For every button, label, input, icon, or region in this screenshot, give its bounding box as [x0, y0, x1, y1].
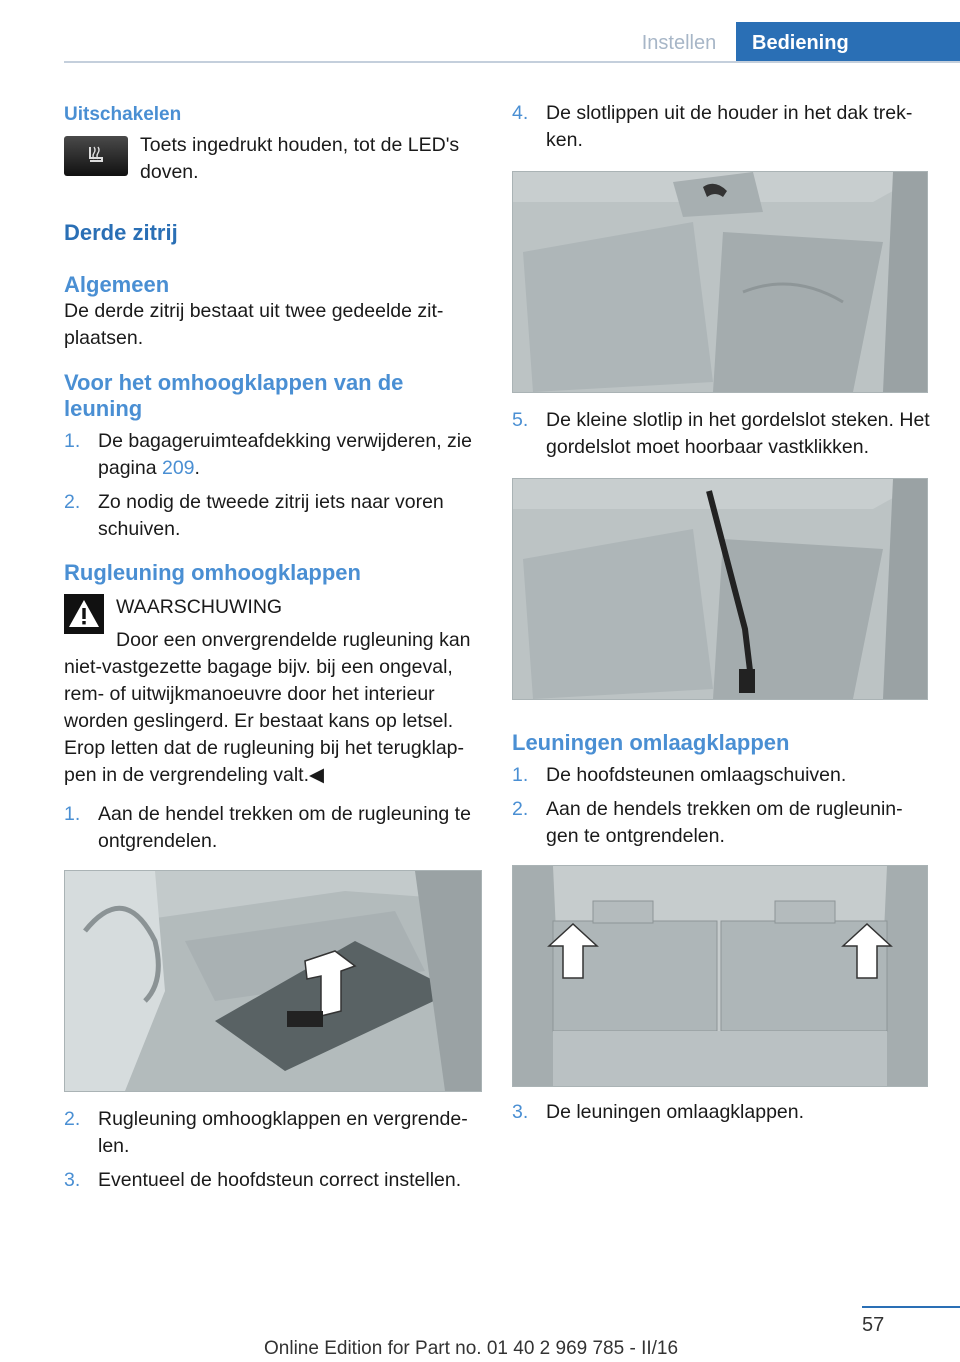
list-item	[512, 407, 932, 461]
step-number: 4.	[512, 102, 529, 124]
uitschakelen-heading: Uitschakelen	[64, 104, 182, 125]
step-number: 1.	[64, 430, 81, 452]
omhoog-heading: Voor het omhoogklappen van de leuning	[64, 370, 404, 421]
warning-icon	[64, 594, 104, 654]
page-link[interactable]: 209	[161, 457, 195, 479]
page-number: 57	[862, 1314, 885, 1336]
warning-text: niet-vastgezette bagage bijv. bij een ongeval, rem- of uitwijkmanoeuvre door het interieur worden geslingerd. Er bestaat kans op letsel. Erop letten dat de rugleuning bij het terugklap‐pen in de vergrendeling valt.◀	[64, 656, 465, 786]
algemeen-heading: Algemeen	[64, 272, 170, 297]
algemeen-text: De derde zitrij bestaat uit twee gedeelde zit‐plaatsen.	[64, 300, 444, 349]
list-item	[512, 100, 932, 154]
step-text: De kleine slotlip in het gordelslot steken. Het gordelslot moet hoorbaar vastklikken.	[546, 409, 930, 458]
tab-bediening[interactable]: Bediening	[736, 22, 960, 63]
step-number: 2.	[64, 491, 81, 513]
step-number: 1.	[64, 803, 81, 825]
step-number: 3.	[512, 1101, 529, 1123]
omlaag-heading: Leuningen omlaagklappen	[512, 730, 790, 755]
warning-block	[64, 594, 482, 654]
step-text: De slotlippen uit de houder in het dak trek‐ken.	[546, 102, 913, 151]
warning-text-first: Door een onvergrendelde rugleuning kan	[116, 629, 471, 651]
step-text: De hoofdsteunen omlaagschuiven.	[546, 764, 847, 786]
step5-list	[512, 407, 932, 461]
tab-instellen[interactable]: Instellen	[641, 32, 717, 54]
step-text: Eventueel de hoofdsteun correct instellen.	[98, 1169, 462, 1191]
step-number: 3.	[64, 1169, 81, 1191]
footer-rule	[862, 1306, 960, 1308]
list-item	[512, 1099, 932, 1126]
section-title: Derde zitrij	[64, 220, 178, 245]
step3-list	[512, 1099, 932, 1126]
seat-heating-button-icon	[64, 136, 128, 176]
uitschakelen-row	[64, 132, 482, 186]
step-text: De leuningen omlaagklappen.	[546, 1101, 805, 1123]
rugleuning-heading: Rugleuning omhoogklappen	[64, 560, 361, 585]
omhoog-steps	[64, 428, 482, 543]
list-item	[64, 1167, 482, 1194]
rugleuning-step1	[64, 801, 482, 855]
step-text: Aan de hendel trekken om de rugleuning te ontgrendelen.	[98, 803, 471, 852]
list-item	[512, 796, 932, 850]
omlaag-steps	[512, 762, 932, 850]
left-column	[64, 100, 482, 1201]
step-number: 2.	[512, 798, 529, 820]
step4-list	[512, 100, 932, 154]
header-rule	[64, 61, 960, 63]
photo-seats-release	[512, 865, 928, 1087]
photo-belt-buckle	[512, 478, 928, 700]
step-text: Rugleuning omhoogklappen en vergrende‐len.	[98, 1108, 468, 1157]
photo-roof-holder	[512, 171, 928, 393]
list-item	[64, 428, 482, 482]
footer-edition: Online Edition for Part no. 01 40 2 969 785 - II/16	[264, 1338, 679, 1359]
step-text: De bagageruimteafdekking verwijderen, zie pagina 209.	[98, 430, 472, 479]
step-text: Zo nodig de tweede zitrij iets naar voren schuiven.	[98, 491, 444, 540]
list-item	[512, 762, 932, 789]
step-number: 1.	[512, 764, 529, 786]
rugleuning-steps-after	[64, 1106, 482, 1194]
step-number: 2.	[64, 1108, 81, 1130]
list-item	[64, 1106, 482, 1160]
list-item	[64, 801, 482, 855]
step-number: 5.	[512, 409, 529, 431]
photo-seat-lever	[64, 870, 482, 1092]
list-item	[64, 489, 482, 543]
step-text: Aan de hendels trekken om de rugleunin‐gen te ontgrendelen.	[546, 798, 903, 847]
uitschakelen-text: Toets ingedrukt houden, tot de LED's doven.	[140, 134, 460, 183]
right-column	[512, 100, 932, 1133]
warning-title: WAARSCHUWING	[116, 596, 283, 618]
